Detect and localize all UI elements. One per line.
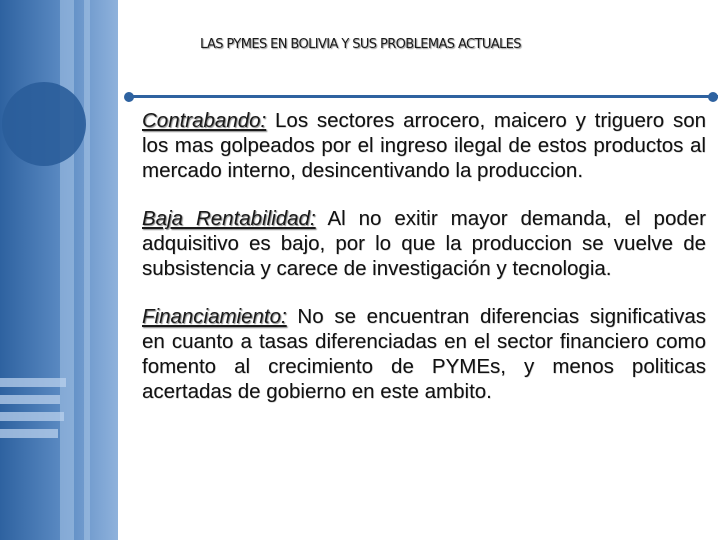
sidebar-bar xyxy=(0,429,58,438)
title-divider xyxy=(130,95,718,98)
paragraph-baja-rentabilidad xyxy=(142,206,706,281)
sidebar-circle xyxy=(2,82,86,166)
sidebar-bar xyxy=(0,412,64,421)
sidebar-separator xyxy=(118,0,122,540)
paragraph-text: No se encuentran diferencias significativas en cuanto a tasas diferenciadas en el sector financiero como fomento al crecimiento de PYMEs, y menos politicas acertadas de gobierno en este ambito. xyxy=(142,305,706,403)
divider-dot xyxy=(708,92,718,102)
paragraph-contrabando xyxy=(142,108,706,183)
sidebar-bar xyxy=(0,378,66,387)
slide-body xyxy=(142,108,706,427)
sidebar-bar xyxy=(0,395,60,404)
paragraph-text: Al no exitir mayor demanda, el poder adquisitivo es bajo, por lo que la produccion se vuelve de subsistencia y carece de investigación y tecnologia. xyxy=(142,207,706,280)
sidebar-stripe xyxy=(84,0,90,540)
decorative-sidebar xyxy=(0,0,118,540)
term-label: Baja Rentabilidad: xyxy=(142,207,316,230)
term-label: Financiamiento: xyxy=(142,305,287,328)
paragraph-financiamiento xyxy=(142,304,706,404)
slide-title: LAS PYMES EN BOLIVIA Y SUS PROBLEMAS ACTUALES xyxy=(200,37,521,52)
divider-dot xyxy=(124,92,134,102)
paragraph-text: Los sectores arrocero, maicero y triguero son los mas golpeados por el ingreso ilegal de estos productos al mercado interno, desincentivando la produccion. xyxy=(142,109,706,182)
sidebar-stripe xyxy=(60,0,74,540)
term-label: Contrabando: xyxy=(142,109,267,132)
